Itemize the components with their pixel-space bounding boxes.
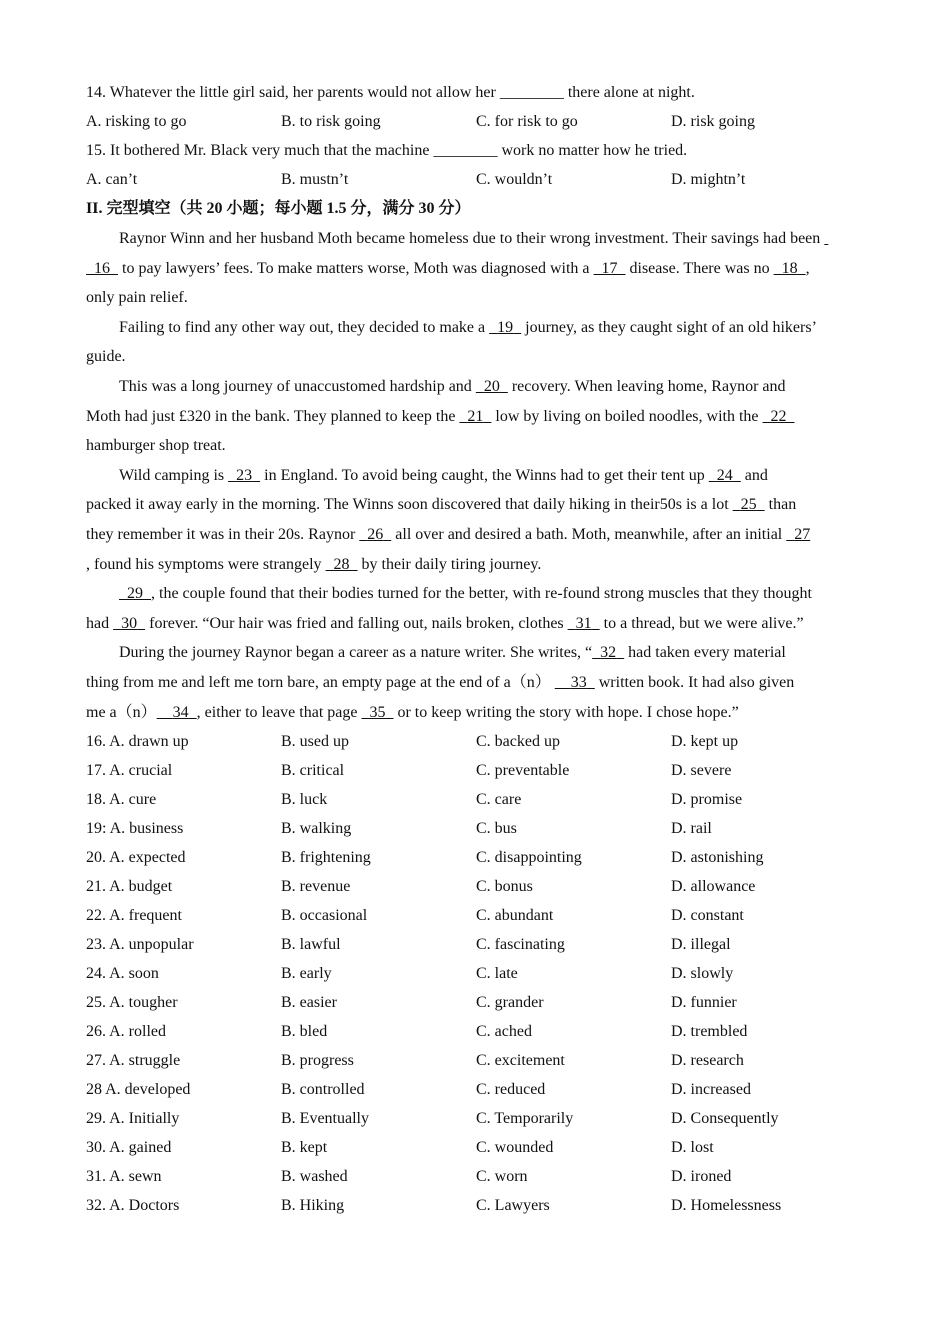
blank-35: 35: [369, 703, 386, 721]
option: D. severe: [671, 762, 732, 780]
option: C. abundant: [476, 907, 554, 925]
passage-line: only pain relief.: [86, 289, 188, 307]
text: Wild camping is: [119, 466, 229, 484]
question-stem: 15. It bothered Mr. Black very much that the machine ________ work no matter how he tried.: [86, 142, 688, 159]
text: or to keep writing the story with hope. I chose hope.”: [393, 703, 739, 721]
text: thing from me and left me torn bare, an empty page at the end of a（n）: [86, 673, 555, 691]
text: had taken every material: [624, 644, 786, 662]
option-row: [86, 1191, 866, 1220]
option: 29. A. Initially: [86, 1110, 180, 1128]
option: D. kept up: [671, 733, 739, 751]
option: C. backed up: [476, 733, 560, 751]
option-row: [86, 988, 866, 1017]
option: 20. A. expected: [86, 849, 186, 867]
option: B. lawful: [281, 936, 341, 954]
option: C. Lawyers: [476, 1197, 550, 1215]
option: A. can’t: [86, 171, 138, 188]
option: 30. A. gained: [86, 1139, 172, 1157]
option: C. for risk to go: [476, 113, 578, 130]
option: C. reduced: [476, 1081, 546, 1099]
option: 18. A. cure: [86, 791, 157, 809]
text: written book. It had also given: [594, 673, 795, 691]
text: low by living on boiled noodles, with the: [491, 407, 763, 425]
option-row: [86, 959, 866, 988]
text: , either to leave that page: [196, 703, 362, 721]
option: C. fascinating: [476, 936, 565, 954]
text: to a thread, but we were alive.”: [599, 614, 804, 632]
option-row: [86, 107, 866, 136]
option: B. kept: [281, 1139, 328, 1157]
option: B. walking: [281, 820, 352, 838]
text: ,: [805, 259, 810, 277]
section-title: II. 完型填空（共 20 小题；每小题 1.5 分，满分 30 分）: [86, 200, 471, 217]
option: B. frightening: [281, 849, 371, 867]
option: D. increased: [671, 1081, 751, 1099]
option: 23. A. unpopular: [86, 936, 194, 954]
passage-line: [86, 550, 866, 580]
blank-21: 21: [467, 407, 484, 425]
option: 24. A. soon: [86, 965, 159, 983]
option: B. occasional: [281, 907, 368, 925]
passage-line: [86, 224, 866, 254]
blank-28: 28: [333, 555, 350, 573]
blank-19: 19: [497, 318, 514, 336]
text: had: [86, 614, 114, 632]
option: C. excitement: [476, 1052, 565, 1070]
text: and: [740, 466, 768, 484]
option: B. revenue: [281, 878, 351, 896]
text: recovery. When leaving home, Raynor and: [507, 377, 786, 395]
blank-17: 17: [601, 259, 618, 277]
passage-line: [86, 668, 866, 698]
option: C. disappointing: [476, 849, 582, 867]
option: B. easier: [281, 994, 337, 1012]
option: D. Consequently: [671, 1110, 779, 1128]
text: packed it away early in the morning. The Winns soon discovered that daily hiking in their50s is a lot: [86, 496, 733, 514]
blank-31: 31: [575, 614, 592, 632]
passage-line: [86, 520, 866, 550]
text: they remember it was in their 20s. Raynor: [86, 525, 360, 543]
question-stem: 14. Whatever the little girl said, her parents would not allow her ________ there alone at night.: [86, 84, 695, 101]
text: forever. “Our hair was fried and falling out, nails broken, clothes: [145, 614, 568, 632]
option-row: [86, 872, 866, 901]
option: C. bus: [476, 820, 517, 838]
option: B. washed: [281, 1168, 348, 1186]
blank-18: 18: [781, 259, 798, 277]
option: D. astonishing: [671, 849, 764, 867]
option-row: [86, 843, 866, 872]
option: D. funnier: [671, 994, 737, 1012]
passage-line: [86, 313, 866, 343]
option: D. trembled: [671, 1023, 748, 1041]
option: B. used up: [281, 733, 349, 751]
exam-page: [86, 78, 866, 1220]
option: 19: A. business: [86, 820, 184, 838]
option-row: [86, 1133, 866, 1162]
option: B. mustn’t: [281, 171, 349, 188]
option: C. worn: [476, 1168, 528, 1186]
blank: [824, 230, 828, 247]
blank-34: 34: [172, 703, 189, 721]
text: Raynor Winn and her husband Moth became homeless due to their wrong investment. Their savings had been: [119, 230, 825, 247]
blank-32: 32: [600, 644, 617, 662]
passage-line: [86, 254, 866, 284]
option: B. Hiking: [281, 1197, 345, 1215]
passage-line: [86, 638, 866, 668]
option: C. bonus: [476, 878, 533, 896]
option-row: [86, 901, 866, 930]
blank-26: 26: [367, 525, 384, 543]
option: B. Eventually: [281, 1110, 369, 1128]
option: D. promise: [671, 791, 743, 809]
blank-20: 20: [483, 377, 500, 395]
option-row: [86, 930, 866, 959]
options-table: [86, 727, 866, 1220]
blank-24: 24: [716, 466, 733, 484]
option: 27. A. struggle: [86, 1052, 181, 1070]
option: D. lost: [671, 1139, 714, 1157]
option-row: [86, 785, 866, 814]
option: B. progress: [281, 1052, 354, 1070]
passage-line: [86, 609, 866, 639]
option: 28 A. developed: [86, 1081, 191, 1099]
option: D. rail: [671, 820, 712, 838]
option: C. grander: [476, 994, 544, 1012]
option: C. ached: [476, 1023, 532, 1041]
text: disease. There was no: [625, 259, 774, 277]
option: 26. A. rolled: [86, 1023, 166, 1041]
passage-line: guide.: [86, 348, 126, 366]
option: 25. A. tougher: [86, 994, 178, 1012]
blank-33: 33: [570, 673, 587, 691]
text: , the couple found that their bodies turned for the better, with re-found strong muscles that they thought: [151, 585, 812, 603]
text: During the journey Raynor began a career as a nature writer. She writes, “: [119, 644, 593, 662]
option: 31. A. sewn: [86, 1168, 162, 1186]
text: This was a long journey of unaccustomed hardship and: [119, 377, 476, 395]
option: 16. A. drawn up: [86, 733, 189, 751]
option-row: [86, 814, 866, 843]
option-row: [86, 1075, 866, 1104]
option-row: [86, 1046, 866, 1075]
option: 32. A. Doctors: [86, 1197, 180, 1215]
option-row: [86, 1104, 866, 1133]
passage-line: [86, 579, 866, 609]
blank-16: 16: [94, 259, 110, 277]
option: D. Homelessness: [671, 1197, 782, 1215]
option: D. allowance: [671, 878, 756, 896]
text: me a（n）: [86, 703, 157, 721]
option: B. critical: [281, 762, 345, 780]
passage-line: [86, 698, 866, 728]
blank-23: 23: [236, 466, 253, 484]
text: Moth had just £320 in the bank. They planned to keep the: [86, 407, 460, 425]
option: B. to risk going: [281, 113, 381, 130]
option: D. mightn’t: [671, 171, 746, 188]
passage-line: [86, 372, 866, 402]
option-row: [86, 1162, 866, 1191]
option-row: [86, 727, 866, 756]
text: by their daily tiring journey.: [357, 555, 542, 573]
option: C. care: [476, 791, 522, 809]
blank-22: 22: [770, 407, 787, 425]
option-row: [86, 756, 866, 785]
passage-line: [86, 402, 866, 432]
option: C. Temporarily: [476, 1110, 574, 1128]
blank-30: 30: [121, 614, 138, 632]
option: C. preventable: [476, 762, 570, 780]
text: all over and desired a bath. Moth, meanwhile, after an initial: [391, 525, 787, 543]
option: 21. A. budget: [86, 878, 173, 896]
blank-25: 25: [740, 496, 757, 514]
option: B. early: [281, 965, 332, 983]
option: B. controlled: [281, 1081, 365, 1099]
option: C. late: [476, 965, 518, 983]
passage-line: [86, 490, 866, 520]
blank-29: 29: [127, 585, 143, 603]
blank-27: 27: [794, 525, 811, 543]
option: 17. A. crucial: [86, 762, 173, 780]
option: D. ironed: [671, 1168, 732, 1186]
text: to pay lawyers’ fees. To make matters worse, Moth was diagnosed with a: [118, 259, 594, 277]
passage: [86, 224, 866, 727]
text: , found his symptoms were strangely: [86, 555, 326, 573]
option-row: [86, 165, 866, 194]
option: D. slowly: [671, 965, 734, 983]
option: D. research: [671, 1052, 744, 1070]
option-row: [86, 1017, 866, 1046]
option: C. wounded: [476, 1139, 554, 1157]
text: Failing to find any other way out, they decided to make a: [119, 318, 490, 336]
option: B. bled: [281, 1023, 328, 1041]
option: A. risking to go: [86, 113, 187, 130]
option: C. wouldn’t: [476, 171, 553, 188]
option: D. illegal: [671, 936, 731, 954]
passage-line: [86, 461, 866, 491]
option: B. luck: [281, 791, 328, 809]
option: 22. A. frequent: [86, 907, 182, 925]
text: than: [764, 496, 797, 514]
text: journey, as they caught sight of an old hikers’: [521, 318, 817, 336]
passage-line: hamburger shop treat.: [86, 437, 226, 455]
text: in England. To avoid being caught, the Winns had to get their tent up: [260, 466, 709, 484]
option: D. constant: [671, 907, 744, 925]
option: D. risk going: [671, 113, 755, 130]
